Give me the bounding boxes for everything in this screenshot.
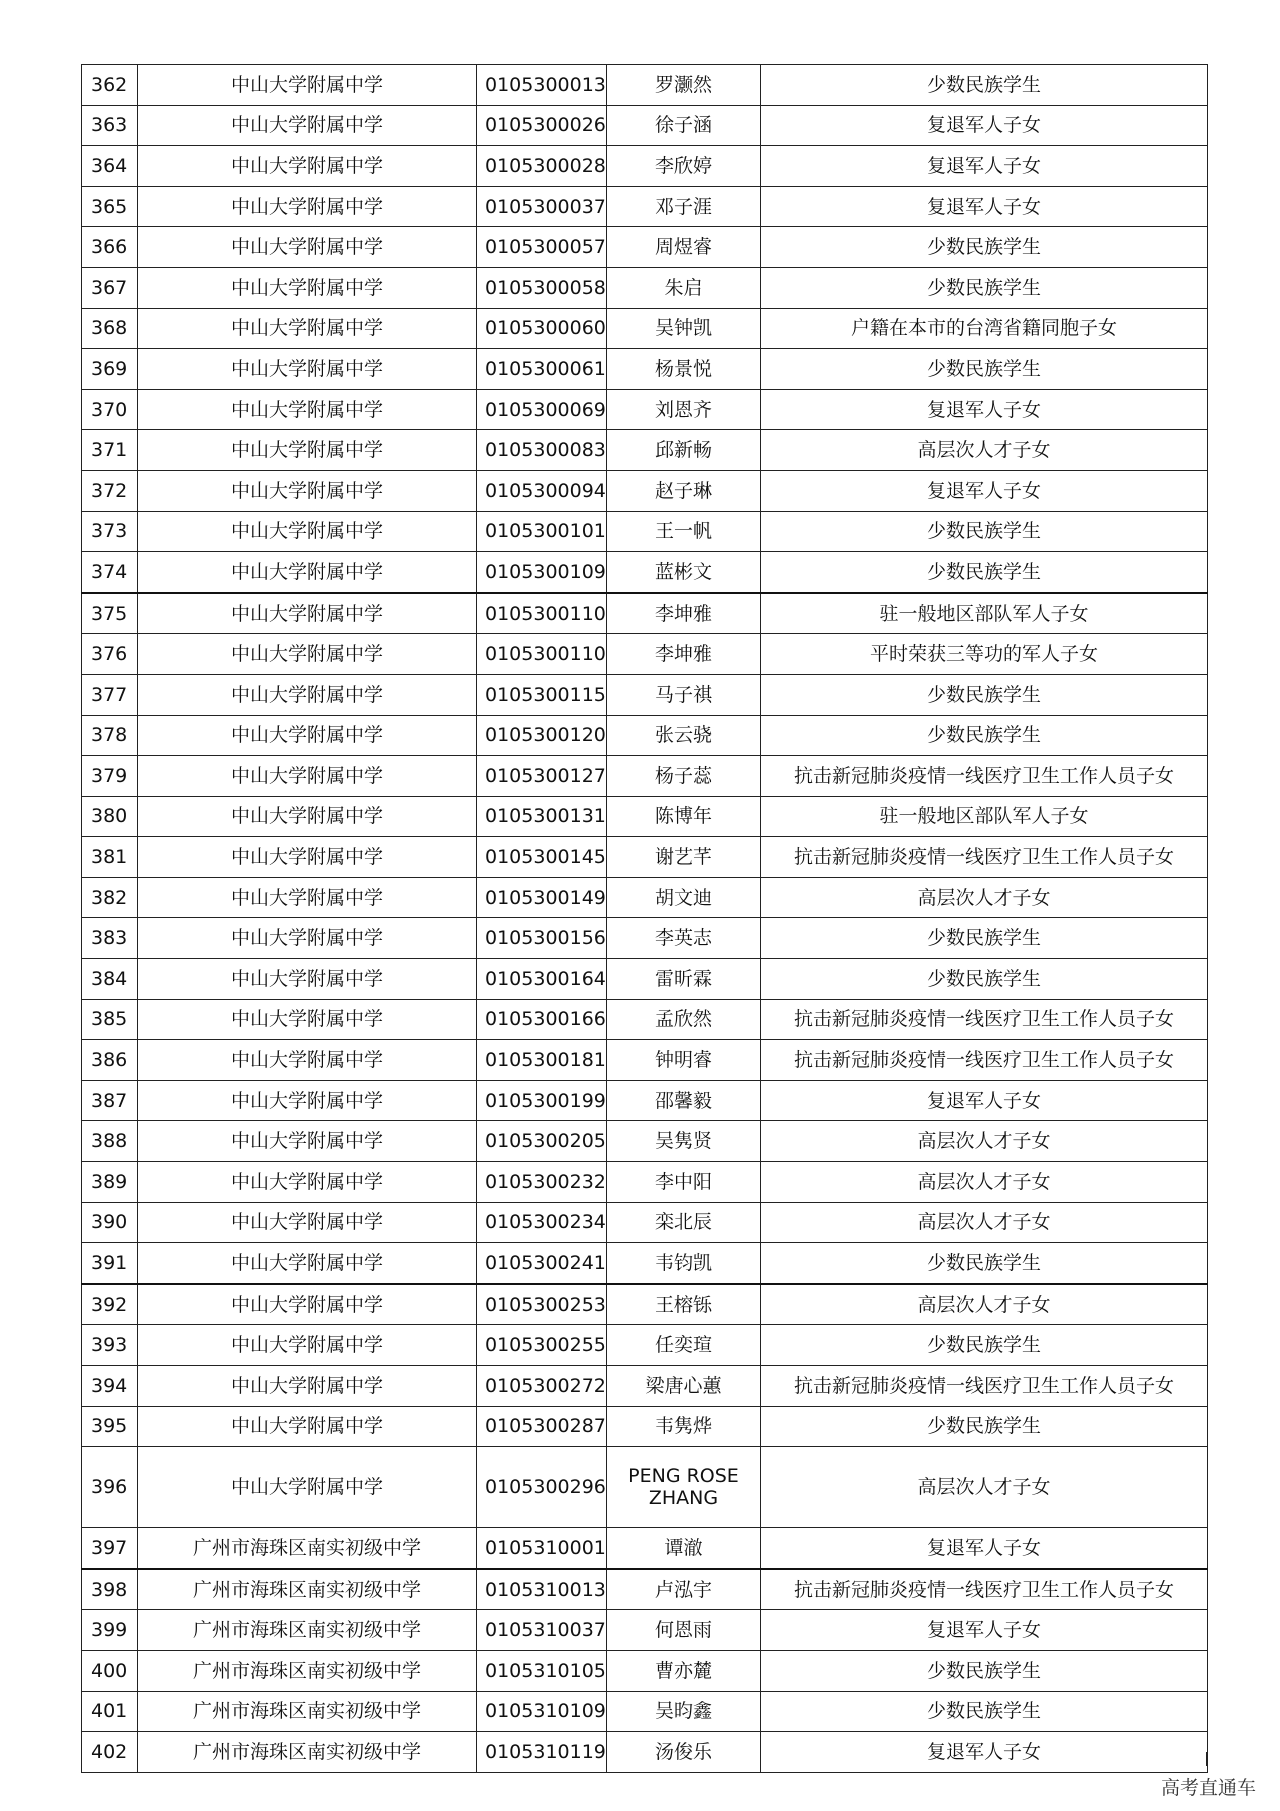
table-row: [82, 1202, 1208, 1243]
student-code-cell: 0105300127: [477, 756, 607, 797]
category-cell: 少数民族学生: [761, 1691, 1208, 1732]
table-row: [82, 959, 1208, 1000]
row-index-cell: 396: [82, 1447, 138, 1528]
category-cell: 高层次人才子女: [761, 1121, 1208, 1162]
table-row: [82, 918, 1208, 959]
table-continuation-line: [137, 1752, 138, 1766]
student-code-cell: 0105300164: [477, 959, 607, 1000]
category-cell: 高层次人才子女: [761, 430, 1208, 471]
table-row: [82, 308, 1208, 349]
student-code-cell: 0105300296: [477, 1447, 607, 1528]
student-code-cell: 0105300287: [477, 1406, 607, 1447]
school-name-cell: 中山大学附属中学: [138, 349, 477, 390]
table-row: [82, 1691, 1208, 1732]
student-name-cell: 杨景悦: [607, 349, 761, 390]
row-index-cell: 383: [82, 918, 138, 959]
row-index-cell: 362: [82, 65, 138, 106]
student-code-cell: 0105300253: [477, 1284, 607, 1325]
student-code-cell: 0105300181: [477, 1040, 607, 1081]
row-index-cell: 378: [82, 715, 138, 756]
student-name-cell: 吴隽贤: [607, 1121, 761, 1162]
row-index-cell: 390: [82, 1202, 138, 1243]
student-code-cell: 0105300110: [477, 593, 607, 634]
school-name-cell: 广州市海珠区南实初级中学: [138, 1691, 477, 1732]
school-name-cell: 中山大学附属中学: [138, 186, 477, 227]
row-index-cell: 400: [82, 1650, 138, 1691]
student-name-cell: 马子祺: [607, 674, 761, 715]
category-cell: 复退军人子女: [761, 186, 1208, 227]
category-cell: 复退军人子女: [761, 1080, 1208, 1121]
row-index-cell: 382: [82, 877, 138, 918]
row-index-cell: 376: [82, 634, 138, 675]
student-name-cell: 陈博年: [607, 796, 761, 837]
row-index-cell: 371: [82, 430, 138, 471]
school-name-cell: 中山大学附属中学: [138, 1406, 477, 1447]
category-cell: 抗击新冠肺炎疫情一线医疗卫生工作人员子女: [761, 1569, 1208, 1610]
student-name-cell: 栾北辰: [607, 1202, 761, 1243]
row-index-cell: 363: [82, 105, 138, 146]
student-name-cell: 钟明睿: [607, 1040, 761, 1081]
student-name-cell: 韦钧凯: [607, 1243, 761, 1284]
table-row: [82, 1569, 1208, 1610]
table-continuation-line: [760, 1752, 761, 1766]
school-name-cell: 中山大学附属中学: [138, 105, 477, 146]
student-name-cell: 李中阳: [607, 1162, 761, 1203]
row-index-cell: 381: [82, 837, 138, 878]
student-code-cell: 0105300120: [477, 715, 607, 756]
student-code-cell: 0105300058: [477, 267, 607, 308]
table-row: [82, 837, 1208, 878]
student-name-cell: 谢艺芊: [607, 837, 761, 878]
student-roster-table: [81, 64, 1208, 1773]
student-code-cell: 0105300060: [477, 308, 607, 349]
student-name-cell: PENG ROSE ZHANG: [607, 1447, 761, 1528]
row-index-cell: 368: [82, 308, 138, 349]
school-name-cell: 中山大学附属中学: [138, 715, 477, 756]
school-name-cell: 中山大学附属中学: [138, 511, 477, 552]
school-name-cell: 广州市海珠区南实初级中学: [138, 1569, 477, 1610]
student-name-cell: 任奕瑄: [607, 1325, 761, 1366]
student-code-cell: 0105300083: [477, 430, 607, 471]
student-code-cell: 0105300255: [477, 1325, 607, 1366]
row-index-cell: 367: [82, 267, 138, 308]
school-name-cell: 中山大学附属中学: [138, 1447, 477, 1528]
student-code-cell: 0105300110: [477, 634, 607, 675]
table-row: [82, 267, 1208, 308]
student-name-cell: 刘恩齐: [607, 389, 761, 430]
school-name-cell: 广州市海珠区南实初级中学: [138, 1650, 477, 1691]
school-name-cell: 中山大学附属中学: [138, 1325, 477, 1366]
category-cell: 复退军人子女: [761, 146, 1208, 187]
category-cell: 复退军人子女: [761, 389, 1208, 430]
row-index-cell: 392: [82, 1284, 138, 1325]
table-continuation-line: [81, 1752, 82, 1766]
table-row: [82, 65, 1208, 106]
row-index-cell: 377: [82, 674, 138, 715]
category-cell: 高层次人才子女: [761, 1162, 1208, 1203]
student-name-cell: 李英志: [607, 918, 761, 959]
school-name-cell: 广州市海珠区南实初级中学: [138, 1732, 477, 1773]
category-cell: 高层次人才子女: [761, 1202, 1208, 1243]
table-row: [82, 1040, 1208, 1081]
category-cell: 少数民族学生: [761, 918, 1208, 959]
school-name-cell: 中山大学附属中学: [138, 634, 477, 675]
student-name-cell: 李坤雅: [607, 593, 761, 634]
table-row: [82, 1447, 1208, 1528]
row-index-cell: 364: [82, 146, 138, 187]
school-name-cell: 中山大学附属中学: [138, 552, 477, 593]
student-name-cell: 汤俊乐: [607, 1732, 761, 1773]
category-cell: 复退军人子女: [761, 1610, 1208, 1651]
table-row: [82, 1528, 1208, 1569]
table-row: [82, 715, 1208, 756]
school-name-cell: 中山大学附属中学: [138, 999, 477, 1040]
school-name-cell: 中山大学附属中学: [138, 1040, 477, 1081]
category-cell: 少数民族学生: [761, 349, 1208, 390]
category-cell: 少数民族学生: [761, 267, 1208, 308]
student-name-cell: 邵馨毅: [607, 1080, 761, 1121]
row-index-cell: 387: [82, 1080, 138, 1121]
school-name-cell: 中山大学附属中学: [138, 959, 477, 1000]
table-row: [82, 1732, 1208, 1773]
student-name-cell: 韦隽烨: [607, 1406, 761, 1447]
category-cell: 少数民族学生: [761, 715, 1208, 756]
table-row: [82, 796, 1208, 837]
category-cell: 高层次人才子女: [761, 877, 1208, 918]
watermark-text: 高考直通车: [1160, 1777, 1256, 1799]
student-name-cell: 赵子琳: [607, 470, 761, 511]
student-code-cell: 0105310119: [477, 1732, 607, 1773]
category-cell: 抗击新冠肺炎疫情一线医疗卫生工作人员子女: [761, 1040, 1208, 1081]
category-cell: 驻一般地区部队军人子女: [761, 796, 1208, 837]
student-code-cell: 0105310037: [477, 1610, 607, 1651]
student-name-cell: 卢泓宇: [607, 1569, 761, 1610]
category-cell: 少数民族学生: [761, 227, 1208, 268]
category-cell: 少数民族学生: [761, 1243, 1208, 1284]
student-name-cell: 孟欣然: [607, 999, 761, 1040]
school-name-cell: 中山大学附属中学: [138, 593, 477, 634]
student-name-cell: 李欣婷: [607, 146, 761, 187]
school-name-cell: 中山大学附属中学: [138, 877, 477, 918]
row-index-cell: 379: [82, 756, 138, 797]
row-index-cell: 372: [82, 470, 138, 511]
row-index-cell: 402: [82, 1732, 138, 1773]
student-code-cell: 0105300069: [477, 389, 607, 430]
row-index-cell: 399: [82, 1610, 138, 1651]
student-code-cell: 0105310109: [477, 1691, 607, 1732]
table-row: [82, 634, 1208, 675]
school-name-cell: 中山大学附属中学: [138, 1284, 477, 1325]
category-cell: 抗击新冠肺炎疫情一线医疗卫生工作人员子女: [761, 837, 1208, 878]
row-index-cell: 366: [82, 227, 138, 268]
school-name-cell: 广州市海珠区南实初级中学: [138, 1610, 477, 1651]
student-name-cell: 何恩雨: [607, 1610, 761, 1651]
student-code-cell: 0105300026: [477, 105, 607, 146]
row-index-cell: 391: [82, 1243, 138, 1284]
student-code-cell: 0105300037: [477, 186, 607, 227]
school-name-cell: 中山大学附属中学: [138, 1366, 477, 1407]
student-name-cell: 邱新畅: [607, 430, 761, 471]
category-cell: 少数民族学生: [761, 65, 1208, 106]
school-name-cell: 中山大学附属中学: [138, 1121, 477, 1162]
row-index-cell: 393: [82, 1325, 138, 1366]
student-code-cell: 0105300241: [477, 1243, 607, 1284]
student-code-cell: 0105300013: [477, 65, 607, 106]
student-code-cell: 0105300272: [477, 1366, 607, 1407]
student-code-cell: 0105300149: [477, 877, 607, 918]
row-index-cell: 374: [82, 552, 138, 593]
table-row: [82, 1650, 1208, 1691]
school-name-cell: 中山大学附属中学: [138, 918, 477, 959]
table-row: [82, 186, 1208, 227]
table-row: [82, 1284, 1208, 1325]
student-name-cell: 吴钟凯: [607, 308, 761, 349]
student-name-cell: 徐子涵: [607, 105, 761, 146]
school-name-cell: 中山大学附属中学: [138, 65, 477, 106]
student-name-cell: 谭澈: [607, 1528, 761, 1569]
table-row: [82, 877, 1208, 918]
category-cell: 抗击新冠肺炎疫情一线医疗卫生工作人员子女: [761, 756, 1208, 797]
student-name-cell: 邓子涯: [607, 186, 761, 227]
school-name-cell: 中山大学附属中学: [138, 837, 477, 878]
school-name-cell: 中山大学附属中学: [138, 267, 477, 308]
student-code-cell: 0105300131: [477, 796, 607, 837]
table-continuation-line: [1206, 1752, 1207, 1766]
student-code-cell: 0105300094: [477, 470, 607, 511]
row-index-cell: 395: [82, 1406, 138, 1447]
student-name-cell: 张云骁: [607, 715, 761, 756]
row-index-cell: 401: [82, 1691, 138, 1732]
table-row: [82, 349, 1208, 390]
table-row: [82, 470, 1208, 511]
row-index-cell: 380: [82, 796, 138, 837]
student-name-cell: 胡文迪: [607, 877, 761, 918]
student-name-cell: 王一帆: [607, 511, 761, 552]
category-cell: 复退军人子女: [761, 1528, 1208, 1569]
school-name-cell: 中山大学附属中学: [138, 146, 477, 187]
table-row: [82, 146, 1208, 187]
category-cell: 复退军人子女: [761, 470, 1208, 511]
school-name-cell: 中山大学附属中学: [138, 756, 477, 797]
school-name-cell: 中山大学附属中学: [138, 227, 477, 268]
table-row: [82, 552, 1208, 593]
student-name-cell: 王榕铄: [607, 1284, 761, 1325]
table-row: [82, 1162, 1208, 1203]
student-name-cell: 杨子蕊: [607, 756, 761, 797]
table-row: [82, 1243, 1208, 1284]
student-name-cell: 吴昀鑫: [607, 1691, 761, 1732]
student-name-cell: 蓝彬文: [607, 552, 761, 593]
row-index-cell: 388: [82, 1121, 138, 1162]
row-index-cell: 385: [82, 999, 138, 1040]
category-cell: 少数民族学生: [761, 959, 1208, 1000]
table-row: [82, 1121, 1208, 1162]
school-name-cell: 中山大学附属中学: [138, 674, 477, 715]
school-name-cell: 中山大学附属中学: [138, 430, 477, 471]
category-cell: 抗击新冠肺炎疫情一线医疗卫生工作人员子女: [761, 999, 1208, 1040]
school-name-cell: 中山大学附属中学: [138, 389, 477, 430]
student-code-cell: 0105300166: [477, 999, 607, 1040]
student-code-cell: 0105300101: [477, 511, 607, 552]
row-index-cell: 373: [82, 511, 138, 552]
student-code-cell: 0105310013: [477, 1569, 607, 1610]
school-name-cell: 中山大学附属中学: [138, 1243, 477, 1284]
row-index-cell: 398: [82, 1569, 138, 1610]
student-name-cell: 梁唐心蕙: [607, 1366, 761, 1407]
table-row: [82, 511, 1208, 552]
student-name-cell: 曹亦麓: [607, 1650, 761, 1691]
student-code-cell: 0105300115: [477, 674, 607, 715]
table-continuation-line: [476, 1752, 477, 1766]
student-code-cell: 0105300232: [477, 1162, 607, 1203]
category-cell: 抗击新冠肺炎疫情一线医疗卫生工作人员子女: [761, 1366, 1208, 1407]
school-name-cell: 中山大学附属中学: [138, 308, 477, 349]
student-name-cell: 朱启: [607, 267, 761, 308]
category-cell: 复退军人子女: [761, 1732, 1208, 1773]
row-index-cell: 365: [82, 186, 138, 227]
table-row: [82, 756, 1208, 797]
row-index-cell: 397: [82, 1528, 138, 1569]
table-row: [82, 1366, 1208, 1407]
table-row: [82, 430, 1208, 471]
table-continuation-line: [606, 1752, 607, 1766]
student-name-cell: 罗灏然: [607, 65, 761, 106]
table-row: [82, 674, 1208, 715]
student-name-cell: 李坤雅: [607, 634, 761, 675]
table-row: [82, 1325, 1208, 1366]
row-index-cell: 370: [82, 389, 138, 430]
category-cell: 少数民族学生: [761, 1406, 1208, 1447]
student-name-cell: 周煜睿: [607, 227, 761, 268]
table-row: [82, 227, 1208, 268]
category-cell: 复退军人子女: [761, 105, 1208, 146]
category-cell: 高层次人才子女: [761, 1447, 1208, 1528]
student-code-cell: 0105300234: [477, 1202, 607, 1243]
school-name-cell: 中山大学附属中学: [138, 1162, 477, 1203]
category-cell: 驻一般地区部队军人子女: [761, 593, 1208, 634]
category-cell: 高层次人才子女: [761, 1284, 1208, 1325]
student-code-cell: 0105300145: [477, 837, 607, 878]
row-index-cell: 369: [82, 349, 138, 390]
student-code-cell: 0105310001: [477, 1528, 607, 1569]
row-index-cell: 394: [82, 1366, 138, 1407]
row-index-cell: 389: [82, 1162, 138, 1203]
category-cell: 平时荣获三等功的军人子女: [761, 634, 1208, 675]
student-code-cell: 0105300057: [477, 227, 607, 268]
student-name-cell: 雷昕霖: [607, 959, 761, 1000]
category-cell: 少数民族学生: [761, 1325, 1208, 1366]
table-row: [82, 1610, 1208, 1651]
category-cell: 少数民族学生: [761, 674, 1208, 715]
student-code-cell: 0105300109: [477, 552, 607, 593]
school-name-cell: 中山大学附属中学: [138, 1080, 477, 1121]
category-cell: 户籍在本市的台湾省籍同胞子女: [761, 308, 1208, 349]
table-row: [82, 593, 1208, 634]
student-code-cell: 0105300205: [477, 1121, 607, 1162]
school-name-cell: 中山大学附属中学: [138, 1202, 477, 1243]
roster-body: [82, 65, 1208, 1773]
student-code-cell: 0105300061: [477, 349, 607, 390]
category-cell: 少数民族学生: [761, 1650, 1208, 1691]
school-name-cell: 中山大学附属中学: [138, 796, 477, 837]
table-row: [82, 389, 1208, 430]
table-row: [82, 105, 1208, 146]
table-row: [82, 1406, 1208, 1447]
table-row: [82, 1080, 1208, 1121]
row-index-cell: 384: [82, 959, 138, 1000]
school-name-cell: 广州市海珠区南实初级中学: [138, 1528, 477, 1569]
school-name-cell: 中山大学附属中学: [138, 470, 477, 511]
student-code-cell: 0105310105: [477, 1650, 607, 1691]
category-cell: 少数民族学生: [761, 511, 1208, 552]
student-code-cell: 0105300199: [477, 1080, 607, 1121]
student-code-cell: 0105300028: [477, 146, 607, 187]
table-row: [82, 999, 1208, 1040]
category-cell: 少数民族学生: [761, 552, 1208, 593]
row-index-cell: 386: [82, 1040, 138, 1081]
student-code-cell: 0105300156: [477, 918, 607, 959]
row-index-cell: 375: [82, 593, 138, 634]
